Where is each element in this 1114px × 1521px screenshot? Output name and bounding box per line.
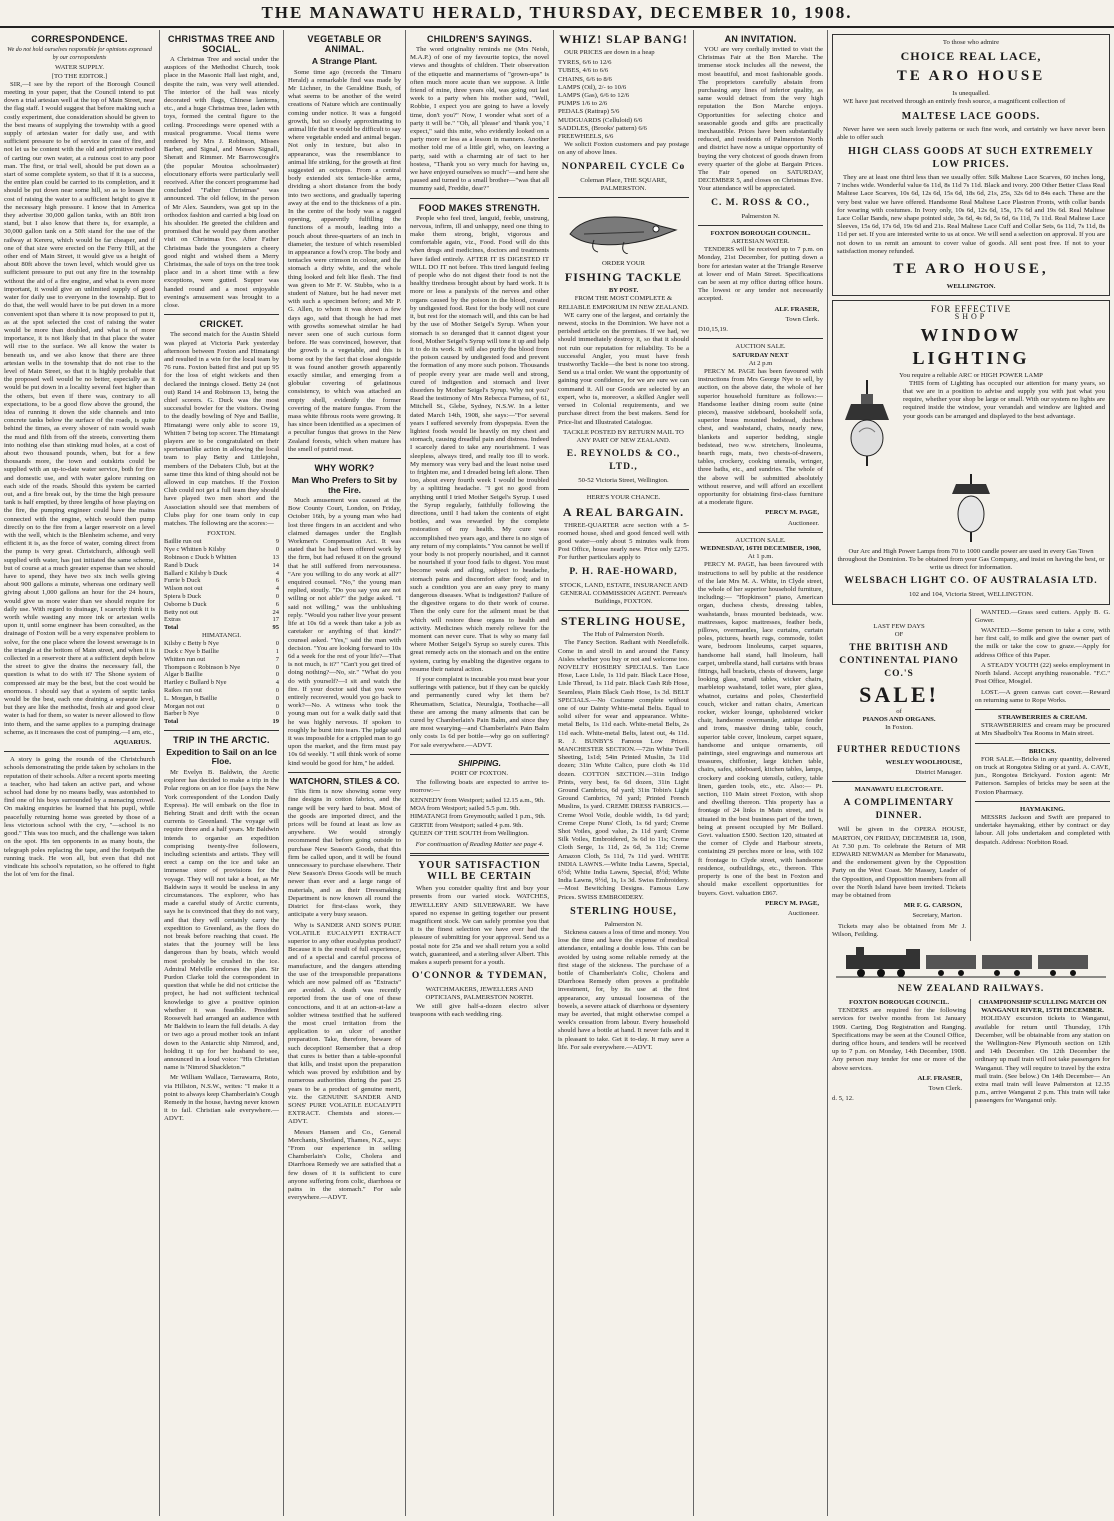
- fraser-title: Town Clerk.: [785, 315, 819, 323]
- whiz-heading: WHIZ! SLAP BANG!: [559, 32, 688, 46]
- watchorn-heading: WATCHORN, STILES & CO.: [289, 775, 400, 786]
- carson-title: Secretary, Marton.: [912, 912, 962, 920]
- woolhouse-title: District Manager.: [915, 768, 962, 776]
- food-heading: FOOD MAKES STRENGTH.: [418, 202, 541, 213]
- foxton-label: FOXTON.: [207, 530, 236, 538]
- arctic-heading: TRIP IN THE ARCTIC.: [173, 734, 270, 745]
- column-adverts-1: [554, 30, 694, 1516]
- train-icon: [836, 945, 1106, 979]
- water-supply-title: WATER SUPPLY.: [55, 64, 104, 72]
- cricket-heading: CRICKET.: [199, 319, 244, 330]
- tackle-text: WE carry one of the largest, and certainly the newest, stocks in the Dominion. We have not a perished article on the premises. If we had, we should immediately destroy it, so that it should not ruin our reputation for reliability. To be a successful Angler, you must have fresh trustworthy Tackle—the best is none too strong. Send us a trial order. We want the opportunity of gaining your confidence, for we are sure we can command it. All our Goods are selected by an expert, who is, moreover, a skilled Angler well versed in Colonial requirements, and we purchase direct from the best makers. Send for Price-list and Illustrated Catalogue.: [558, 311, 689, 426]
- divider: [410, 853, 549, 856]
- foxton-score-row: Extras 17: [164, 616, 279, 624]
- lace-heading: CHOICE REAL LACE,: [900, 49, 1042, 64]
- wallace-advert: Mr William Wallace, Tarrawarra, Roto, via Hillston, N.S.W., writes: "I make it a point to always keep Chamberlain's Cough Remedy in the house, having never known it to fail. Christian sale everywhere.—ADVT.: [164, 1074, 279, 1123]
- himatangi-scorecard: [164, 640, 279, 718]
- lamp-required: You require a reliable ARC or HIGH POWER LAMP: [899, 371, 1043, 379]
- fishing-lure-icon: [564, 204, 684, 254]
- why-work-article: Much amusement was caused at the Bow County Court, London, on Friday, October 16th, by a young man who had lost three fingers in an accident and who claimed damages under the English Workmen's Compensation Act. It was stated that he had been offered work by the firm, but had refused it on the ground that he still suffered from nervousness. "Are you willing to do any work at all?" enquired counsel. "No," the young man replied, stoutly. "Do you say you are not willing or not able?" the judge asked. "I said not willing," was the unblushing reply. "Would you rather live your present life at 10s 6d a week than take a job as caretaker or anything of that kind?" counsel asked. "Yes," said the man with decision. "You are looking forward to 10s 6d a week for the rest of your life?—That is not much, is it?" "Can't you get tired of doing nothing?—No, sir." "What do you do with yourself?—I sit and watch the fire. If your doctor said that you were entirely recovered, would you go back to work?—No. A witness who took the young man out for a walk daily said that he was highly nervous. If spoken to roughly he burst into tears. The judge said it was impossible for a crippled man to go upon the market, and the firm must pay 10s 6d weekly. "I still think work of some kind would be good for him," he added.: [288, 497, 401, 767]
- foxton-score-row: Spiera b Duck 0: [164, 592, 279, 600]
- te-aro-title: TE ARO HOUSE: [896, 68, 1046, 85]
- himatangi-score-row: Hartley c Bullard b Nye 4: [164, 679, 279, 687]
- correspondence-heading: CORRESPONDENCE.: [31, 34, 128, 44]
- fraser2-ref: d. 5, 12.: [832, 1095, 854, 1103]
- auction1-date: SATURDAY NEXT: [732, 351, 789, 359]
- classifieds-right: [971, 609, 1110, 941]
- lost-notice: LOST.—A green canvas cart cover.—Reward on returning same to Rope Works.: [975, 688, 1110, 704]
- reynolds-name: E. REYNOLDS & CO., LTD.,: [566, 449, 681, 473]
- divider: [832, 781, 966, 782]
- christmas-heading: CHRISTMAS TREE AND SOCIAL.: [167, 34, 276, 54]
- artesian-heading: ARTESIAN WATER.: [731, 238, 790, 246]
- invitation-text: YOU are very cordially invited to visit the Christmas Fair at the Bon Marche. The immense stock includes all the newest, the most beautiful, and most fashionable goods. The proprietors carefully abstain from purchasing any lines of inferior quality, as same would detract from the very high reputation the Bon Marche enjoys. Opportunities for selecting choice and seasonable goods and gifts are practically inexhaustible. Prices have been substantially reduced, and residents of Palmerston North and district have now a unique opportunity of buying the very choicest of goods drawn from every quarter of the globe at Bargain Prices. The Fair opened on SATURDAY, DECEMBER 5, and closes on Christmas Eve. Your attendance will be appreciated.: [698, 46, 823, 193]
- lace-text2: Never have we seen such lovely patterns or such fine work, and certainly we have never been able to offer such: [837, 125, 1105, 141]
- arctic-article: Mr Evelyn B. Baldwin, the Arctic explorer has decided to make a trip in the Polar regions on an ice floe (says the New York correspondent of the London Daily Express). He will embark on the floe in Behring Strait and drift with the ocean currents to Greenland. The voyage will require three and a half years. Mr Baldwin intends to organise an expedition comprising twenty-five followers, including scientists and artists. They will erect a camp on the ice and take an immense store of provisions for the voyage. They will not take a boat, as Mr Baldwin says it would be useless in any circumstances. The explorer, who has made a careful study of Arctic currents, says he is convinced that they do not vary, and that they will certainly carry the expedition to Greenland, as the floes do not break before reaching that coast. He states that the journey will be less dangerous than by boats, which would most probably be crushed in the ice. Admiral Melville endorses the plan. Sir Purdon Clarke told the correspondent in question that while he did not criticise the project, he had not sufficient technical knowledge to give a positive opinion whether it was feasible. President Roosevelt had arranged an audience with Mr Baldwin to learn the full details. A day or two ago a proud mother took an infant down to the Antarctic ship Nimrod, and, holding it up for her husband to see, announced in a loud voice: "His Christian name is 'Nimrod Shackleton.'": [164, 768, 279, 1072]
- divider: [164, 314, 279, 315]
- foxton-score-row: Rand b Duck 14: [164, 561, 279, 569]
- column-sayings: [406, 30, 554, 1516]
- water-supply-letter: SIR,—I see by the report of the Borough Council meeting in your paper, that the Council intend to put down a trial artesian well at the top of Main Street, near the flag staff. I would suggest that before making such a costly experiment, due consideration should be given to the best means of supplying the township with a good supply of artesian water for daily use, and with sufficient pressure to be of service in case of fire, and not let us be content with the old and primitive method of carting our own water, at a ruinous cost to any poor man. The first, or trial well, should be put down as a start of some complete system, so that if it is a success, the entire plan could be carried to its completion, and it should be put down near some hill, so as to lessen the cost of raising the water to a sufficient height to give it the necessary high pressure. I know that in America they advertise 30,000 gallon tanks, with an 80ft iron stand, but I also know that there is, for example, a 30,000 gallon tank on a 50ft stand for the use of the railway at Kereru, which would be far cheaper, and if one of that size were erected on the Ferry Hill, at the other end of Main Street, it would give us a height of about 80ft above the town level, which would give us sufficient pressure to put out any fire in the township without the aid of a fire engine, and what is even more important, it would give an unlimited supply of good water for daily use to everyone in the township. But to do that, the well would have to be put down in a more convenient spot than where it is now proposed to put it, as at the spot selected the cost of raising the water would be more than doubled, and what is of more importance, it is not likely that in that place the water will rise to the surface. We all know the water is beneath us, and we also know that there are three artesian wells in the township that do not rise to the level of Main Street, so that it is highly probable that the proposed well would be no better, especially as it would be put down in a locality several feet higher than the others, but even if there was, contrary to all expectations, to be a good flow above the ground, the idea of running it down the side channels and into concrete tanks below the surface of the roads, is quite behind the times, as every shower of rain would wash the mud and filth from off the streets, converting them into nothing else than stinking mud holes, at a cost of about two thousand pounds, when, but for a few thousands more, the town and outskirts could be supplied with an up-to-date water service, both for fire and domestic use, and with water galore running on each side of the roads. Should this system be carried out, and a fire break out, by the time the high pressure tank is half emptied, by three lengths of hose playing on the fire, the pumping engineer could have the mains connected with the engine, which would then pump directly on to the fire from a larger reservoir on a level with the well, which is the Blenheim scheme, and very efficient it is, as the force of water, coming direct from the pump is very great. Christchurch, although well supplied with water, has just initiated the same scheme, but of course at a much greater expense than we should have to spend, they have two six inch wells giving about 900 gallons a minute, whereas one ordinary well giving about 1,000 gallons an hour for the 24 hours, would give us more water than we should require for daily use. With regard to drainage, I scarcely think it is worth while wasting any more ink or artesian wells upon it, until some engineer has been consulted, as the drainage of Foxton will be a very expensive problem to solve, for the one place where the lowest sewerage is in the triangle at the bottom of Main street, and when it is collected in a reservoir there at a sufficient depth below the street to give the drains the necessary fall, the question is what to do with it? The Shone system of compressed air may be the best, but the cost would be enormous. I should say that a system of septic tanks would be the best, each one draining a separate level, but they are like the methodist, fresh air and good clear water is had for them, so water is never allowed to flow into them, and the same applies to a pumping drainage scheme, as it increases the cost of pumping.—I am, etc.,: [4, 80, 155, 736]
- further-reductions: FURTHER REDUCTIONS: [837, 743, 961, 754]
- himatangi-score-row: Barber b Nye 0: [164, 710, 279, 718]
- foxton-score-row: Furrie b Duck 6: [164, 577, 279, 585]
- nonpareil-address: Coleman Place, THE SQUARE, PALMERSTON.: [580, 176, 667, 192]
- foxton-score-row: Baillie run out 9: [164, 538, 279, 546]
- by-post: BY POST.: [608, 287, 639, 295]
- oconnor-foot: We still give half-a-dozen electro silver teaspoons with each wedding ring.: [410, 1002, 549, 1018]
- auction2-time: At 1 p.m.: [747, 553, 774, 561]
- dinner-heading: A COMPLIMENTARY DINNER.: [843, 798, 955, 822]
- divider: [288, 772, 401, 773]
- shipping-heading: SHIPPING.: [458, 757, 501, 768]
- shop-label: SHOP: [954, 312, 988, 322]
- foxton-score-row: Ballard c Kilsby b Duck 4: [164, 569, 279, 577]
- port-intro: The following boats are expected to arrive to-morrow:—: [410, 778, 549, 794]
- divider: [558, 197, 689, 198]
- page2-name: PERCY M. PAGE,: [765, 899, 819, 907]
- divider: [558, 489, 689, 490]
- column-correspondence: [0, 30, 160, 1516]
- food-article: People who feel tired, languid, feeble, unstrung, nervous, infirm, ill and unhappy, need one thing to make them strong, bright, vigorous and comfortable again, viz., Food. Food will do this when drugs and medicines, doctors and treatments have failed entirely. AFTER IT IS DIGESTED IT WILL DO IT not before. This tired languid feeling of people who do not digest their food is not the healthy tiredness brought about by hard work. It is more or less a paralysis of the nerves and other organs caused by the poison in the blood, created by undigested food. Rest for the body will not cure it, but rest for the stomach will, and this can be had by the use of Mother Seigel's Syrup. When your stomach is so deranged that it cannot digest your food, Mother Seigel's Syrup will tone it up and help it to do its work. It will also purify the blood from the poison caused by undigested food and prevent the formation of any more such poison. Thousands of people every year are made well and strong, cured of indigestion and stomach and liver disorders by Mother Seigel's Syrup. Why not you? Read the testimony of Mrs Rebecca Furness, of 61, Mitchell St., Glebe, Sydney, N.S.W. In a letter dated March 14th, 1908, she says:—"For several years I suffered severely from dyspepsia. Even the lightest foods would lie heavily on my chest and stomach, causing dreadful pain and distress. Indeed I scarcely dared to take any nourishment. I was sleepless, always tired, and really too ill to work. My memory was very bad and the least noise used to frighten me, and I dreaded being left alone. Then too, about every fourth week I would be troubled by a splitting headache. "I got no good from anything until I tried Mother Seigel's Syrup. I used the Syrup regularly, faithfully following the directions, until I had taken the contents of eight bottles, and was rewarded by the complete restoration of my health. My cure was accomplished two years ago, and there is no sign of any return of my complaints." You cannot be well if your body is not properly nourished, and it cannot be nourished if your food fails to digest. You must become weak and ailing, subject to headache, stomach pains and discomfort after food; and in such a condition you are an easy prey to many dangerous diseases. What is indigestion? Failure of the digestive organs to do their work of course. Then the only cure for the ailment must be that which will restore these organs to health and activity. Medicines which merely relieve for the moment can never cure. That is why so many fail where Mother Seigel's Syrup so surely cures. This great remedy acts on the stomach and on the entire system, curing by enabling the digestive organs to resume their natural action.: [410, 214, 549, 673]
- ship-entry: HIMATANGI from Greymouth; sailed 1 p.m., 9th.: [410, 813, 546, 821]
- holiday-text: HOLIDAY excursion tickets to Wanganui, available for return until Thursday, 17th December, will be obtainable from any station on the Wellington-New Plymouth section on 12th and 14th December. On 12th December the ordinary up mail train will not take passengers for Wanganui. They will require to travel by the extra mail train. (See below.) On 14th December— An extra mail train will leave Palmerston at 12.35 p.m., arrive Wanganui 2 p.m. This train will take passengers for Wanganui only.: [975, 1015, 1110, 1105]
- last-days: LAST FEW DAYS: [873, 622, 925, 630]
- fraser-ref: D10,15,19.: [698, 326, 728, 334]
- reynolds-address: 50-52 Victoria Street, Wellington.: [578, 477, 669, 485]
- price-entry: TUBES, 4/6 to 6/6: [558, 67, 609, 75]
- auction2-heading: AUCTION SALE.: [735, 536, 786, 544]
- lace-intro: To those who admire: [942, 39, 1000, 46]
- council-tenders: [832, 999, 971, 1108]
- column-local-news: [160, 30, 284, 1516]
- welsbach-advert: [832, 300, 1110, 604]
- whiz-intro: OUR PRICES are down in a heap: [564, 49, 655, 56]
- divider: [558, 610, 689, 611]
- lamp-note: Our Arc and High Power Lamps from 70 to 1000 candle power are used in every Gas Town throughout the Dominion. To be obtained from your Gas Company, and insist on having the best, or write us direct for information.: [837, 547, 1105, 572]
- whiz-note: We solicit Foxton customers and pay postage on any of above lines.: [558, 141, 689, 157]
- himatangi-score-row: L. Morgan, b Baillie 0: [164, 694, 279, 702]
- price-entry: SADDLES, (Brooks' pattern) 6/6: [558, 124, 647, 132]
- tackle-posted: TACKLE POSTED BY RETURN MAIL TO ANY PART OF NEW ZEALAND.: [563, 428, 684, 444]
- why-work-subheading: Man Who Prefers to Sit by the Fire.: [291, 475, 398, 495]
- sterling-text: The Fancy Section. Radiant with Needlefolk. Come in and stroll in and around the Fancy Aisles whether you buy or not and welcome too. NOVELTY HOSIERY SPECIALS. Tan Lace Hose, Lace Lisle, 1s 11d pair. Black Lace Hose, Lisle Thread, 1s 11d pair. Black Cash Rib Hose, Seamless, Plain Black Cash Hose, 1s 3d. BELT SPECIALS.—No Costume complete without one of our Dainty White-metal Belts. Equal to solid silver for wear and appearance. White-metal Belts, 1s 11d each. White-metal Belts, 2s 11d each. White-metal Belts, latest out, 4s 11d. R. J. BUNBY'S Famous Low Prices. MANCHESTER SECTION.—72in White Twill Sheeting, 1s1d; 54in Printed Muslin, 3s 11d dozen; 31in White Calico, pure cloth 4s 11d dozen. COTTON SECTION.—31in Indigo Prints, very best, 6s 6d dozen, 31in Light Ground Cambrics, 6d yard; 31in Tobin's Light Ground Cambrics, 7d yard; Printed French Muslins, 1s yard. CREME DRESS FABRICS.—Creme Wool Voile, double width, 1s 6d yard; Creme Crepe Nuns' Cloth, 1s 6d yard; Creme Shot Voiles, good value, 2s 11d yard; Creme Silk Voiles, Embroidered, 3s 6d to 11s; Creme Cloth Serge, 1s 11d, 2s 6d, 3s 11d; Creme Amazon Cloth, 5s 11d, 7s 11d yard. WHITE INDIA LAWNS.—White India Lawns, Special, 6½d; White India Lawns, Special, 8½d; White India Lawns, 9½d, 1s, 1s 3d. Swiss Embroidery.—Most Bewitching Designs. Famous Low Prices. SWISS EMBROIDERY.: [558, 639, 689, 901]
- satisfaction-heading: YOUR SATISFACTION WILL BE CERTAIN: [418, 860, 541, 883]
- divider: [975, 709, 1110, 710]
- railways-heading: NEW ZEALAND RAILWAYS.: [897, 983, 1045, 994]
- ship-entry: MOA from Westport; sailed 5.5 p.m. 9th.: [410, 805, 521, 813]
- continuation-note: For continuation of Reading Matter see page 4.: [415, 840, 544, 848]
- foxton-score-row: Wilson not out 4: [164, 585, 279, 593]
- sculling-heading: CHAMPIONSHIP SCULLING MATCH ON WANGANUI RIVER, 15TH DECEMBER.: [978, 998, 1107, 1015]
- divider: [410, 198, 549, 199]
- divider: [698, 532, 823, 533]
- ship-entry: GERTIE from Westport; sailed 4 p.m. 9th.: [410, 821, 524, 829]
- price-entry: PEDALS (Rattrap) 5/6: [558, 108, 620, 116]
- column-adverts-2: [694, 30, 828, 1516]
- price-entry: PUMPS 1/6 to 2/6: [558, 100, 608, 108]
- high-class-heading: HIGH CLASS GOODS AT SUCH EXTREMELY LOW PRICES.: [848, 146, 1094, 171]
- fishing-tackle-heading: FISHING TACKLE: [564, 270, 683, 285]
- carson-note: Tickets may also be obtained from Mr J. Wilson, Feilding.: [832, 922, 966, 938]
- invitation-heading: AN INVITATION.: [724, 34, 797, 44]
- sterling-sub: The Hub of Palmerston North.: [582, 631, 665, 639]
- sayings-heading: CHILDREN'S SAYINGS.: [426, 34, 533, 44]
- fraser2-name: ALF. FRASER,: [917, 1074, 962, 1082]
- himatangi-score-row: Thompson c Robinson b Nye 0: [164, 663, 279, 671]
- divider: [288, 458, 401, 459]
- fraser2-title: Town Clerk.: [928, 1084, 962, 1092]
- sale-title: SALE!: [859, 682, 939, 708]
- ship-list: [410, 797, 549, 838]
- lace-text: WE have just received through an entirely fresh source, a magnificent collection of: [843, 98, 1066, 106]
- sickness-advert: Sickness causes a loss of time and money. You lose the time and have the expense of medical attendance, entailing a double loss. This can be avoided by using some reliable remedy at the first stage of the sickness. The purchase of a bottle of Chamberlain's Colic, Cholera and Diarrhoea Remedy often proves a profitable investment, for, by its use at the first appearance, any unusual looseness of the bowels, a severe attack of diarrhoea or dysentery may be averted, that might otherwise compel a week's cessation from labour. Every household should have a bottle at hand. It never fails and it is pleasant to take. Get it to-day. It may save a life. For sale everywhere.—ADVT.: [558, 929, 689, 1051]
- vegetable-heading: VEGETABLE OR ANIMAL.: [307, 34, 382, 54]
- column-features: [284, 30, 406, 1516]
- himatangi-score-row: Duck c Nye b Baillie 1: [164, 647, 279, 655]
- column-adverts-3: [828, 30, 1114, 1516]
- dinner-text: Will be given in the OPERA HOUSE, MARTON, ON FRIDAY, DECEMBER 18, 1908, At 7.30 p.m. To celebrate the Return of MR EDWARD NEWMAN as Member for Manawatu, and the endorsement given by the Opposition Party on the West Coast. Mr Massey, Leader of the Opposition, and Opposition members from all over the North Island have been invited. Tickets may be obtained from: [832, 826, 966, 899]
- haymaking-heading: HAYMAKING.: [1020, 805, 1065, 813]
- page2-title: Auctioneer.: [787, 909, 819, 917]
- effective-label: FOR EFFECTIVE: [930, 304, 1012, 315]
- wanted-cutters: WANTED.—Grass seed cutters. Apply B. G. Gower.: [975, 608, 1110, 624]
- lamp-text: THIS form of Lighting has occupied our attention for many years, so that we are in a position to advise and supply you with just what you require, whether your shop be large or small. With our system no lights are required inside the window, your verandah and window are lighted and your goods can be arranged and displayed to the best advantage.: [903, 379, 1105, 420]
- sculling-notice: [971, 999, 1110, 1108]
- haymaking-text: MESSRS Jackson and Swift are prepared to undertake haymaking, either by contract or day labour. All jobs undertaken and completed with despatch. Address: Norbiton Road.: [975, 813, 1110, 846]
- wanted-cow: WANTED.—Some person to take a cow, with her first calf, to milk and give the owner part of the milk or take the cow to graze.—Apply for address Office of this Paper.: [975, 627, 1110, 659]
- bricks-text: FOR SALE.—Bricks in any quantity, delivered on truck at Rongotea Siding or at yard. A. CAVE, jun., Rongotea Brickyard. Foxton agent: Mr Patterson. Samples of bricks may be seen at the Foxton Pharmacy.: [975, 755, 1110, 796]
- to-editor: [TO THE EDITOR.]: [51, 72, 108, 80]
- artesian-text: TENDERS will be received up to 7 p.m. on Monday, 21st December, for putting down a bore for artesian water at the Triangle Reserve at lower end of Main Street. Specifications can be seen at my office during office hours. The lowest or any tender not necessarily accepted.: [698, 246, 823, 303]
- of-label: OF: [894, 630, 904, 638]
- oconnor-sub: WATCHMAKERS, JEWELLERS AND OPTICIANS, PALMERSTON NORTH.: [425, 986, 534, 1002]
- price-entry: MUDGUARDS (Celluloid) 6/6: [558, 116, 643, 124]
- order-label: ORDER YOUR: [601, 260, 646, 268]
- auction1-time: At 2 p.m: [748, 359, 773, 367]
- te-aro-advert: [832, 34, 1110, 296]
- auction1-heading: AUCTION SALE.: [735, 343, 786, 351]
- electorate-heading: MANAWATU ELECTORATE.: [854, 786, 944, 794]
- council2-heading: FOXTON BOROUGH COUNCIL.: [848, 998, 949, 1006]
- nonpareil-name: NONPAREIL CYCLE Co: [561, 161, 686, 172]
- foxton-score-row: Osborne b Duck 6: [164, 600, 279, 608]
- himatangi-total: Total 19: [164, 718, 279, 726]
- divider: [698, 225, 823, 226]
- emporium-line: FROM THE MOST COMPLETE & RELIABLE EMPORIUM IN NEW ZEALAND.: [558, 295, 689, 311]
- classifieds-row: [832, 609, 1110, 941]
- sander-advert: Why is SANDER AND SON'S PURE VOLATILE EUCALYPTI EXTRACT superior to any other eucalyptus product? Because it is the result of full experience, and of a special and careful process of manufacture, and the dangers attending the use of the irresponsible preparations which are now palmed off as "Extracts" are avoided. A death was recently reported from the use of one of these concoctions, and it at an action-at-law a soldier witness testified that he suffered the most cruel irritation from the application to an ulcer of another preparation. Take, therefore, beware of such deception! Remember that a drop that cures is better than a table-spoonful that kills, and insist upon the preparation which was proved by exhibition and by numerous authorities during the past 25 years to be a product of genuine merit, viz. the GENUINE SANDER AND SONS' PURE VOLATILE EUCALYPTI EXTRACT. Chemists and stores.—ADVT.: [288, 921, 401, 1126]
- fraser-name: ALF. FRASER,: [774, 305, 819, 313]
- plant-article: Some time ago (records the Timaru Herald) a remarkable find was made by Mr Lichner, in the Geraldine Bush, of what seems to be another of the weird creations of Nature which are continually coming under notice. It was a fungoid growth, but so closely approximating to animal life that it would be difficult to say where vegetable ended and animal began. Not only in texture, but also in appearance, was the resemblance to animal life striking, for the growth at first suggested an octopus. From a central body extended six tentacle-like arms, dividing a short distance from the body into two sections, and gradually tapering away at the end to the thickness of a pin. In the centre of the body was a ragged opening, apparently fulfilling the functions of a mouth, leading into a pouch about three-quarters of an inch in diameter, the texture of which resembled in appearance a fowl's crop. The body and tentacles were crimson in colour, and the stomach a dirty white, and the whole thing looked and felt like flesh. The find was given to Mr F. W. Stubbs, who is a student of Nature, but he had never met with such a specimen before; and Mr P. G. Allen, to whom it was shown a few days ago, said that though he had met with growths somewhat similar he had never seen one of such curious form before. He was convinced, however, that the growth is a vegetable, and this is borne out by the fact that close alongside it was found another growth apparently exactly similar, and emerging from a globular covering of gelatinous consistency, to which was attached an empty shell, evidently the former covering of the mature fungus. From the mass white fibrous roots were growing. It has since been identified as a specimen of a peculiar fungus that grows in the New Zealand forests, which when mature has the smell of putrid meat.: [288, 68, 401, 453]
- auction1-text: PERCY M. PAGE has been favoured with instructions from Mrs George Nye to sell, by auction, on the above date, the whole of her superior household furniture as follows:— Handsome leather dining room suite (nine pieces), massive sideboard, bookshelf sofa, superior brass mounted bedstead, duchess chest, and washstand, chairs, nearly new, blankets and superior bedding, single bedstead, two w.w. stretchers, linoleums, hearth rugs, mats, two chests-of-drawers, tables, crockery, cooking utensils, wringer, three baths, etc., and sundries. The whole of the above will be submitted absolutely without reserve, and will afford an excellent opportunity for obtaining first-class furniture at a moderate figure.: [698, 367, 823, 507]
- chance-heading: HERE'S YOUR CHANCE.: [586, 494, 661, 502]
- watchorn-article: This firm is now showing some very fine designs in cotton fabrics, and the range will be very hard to beat. Most of the goods are imported direct, and the prices will be found at least as low as anywhere. We would strongly recommend that before going outside to purchase New Season's Goods, that this firm be called upon, and it will be found unnecessary to purchase elsewhere. Their New Season's Dress Goods will be much newer than ever and a large range of materials, and as their Dressmaking Department is now known all round the District for first-class work, they anticipate a very busy season.: [288, 788, 401, 919]
- price-entry: FREEWHEELS, 6/6: [558, 133, 614, 141]
- divider: [164, 730, 279, 731]
- himatangi-score-row: Whitten run out 7: [164, 655, 279, 663]
- of-label-2: of: [896, 708, 902, 716]
- lamp-section: [837, 380, 1105, 470]
- carting-text: TENDERS are required for the following services for twelve months from 1st January 1909. Carting, Dog Registration and Ranging. Specifications may be seen at the Council Office, during office hours, and tenders will be received up to 7 p.m. on Monday, 14th December, 1908. Any person may tender for one or more of the above services.: [832, 1007, 966, 1072]
- price-entry: LAMPS (Gas), 6/6 to 12/6: [558, 92, 630, 100]
- auction2-date: WEDNESDAY, 16TH DECEMBER, 1908,: [700, 544, 821, 552]
- bargain-text: THREE-QUARTER acre section with a 5-roomed house, shed and good fenced well with good water—only about 5 minutes walk from Post Office, house nearly new. Price only £275. For further particulars apply to: [558, 521, 689, 562]
- sterling-foot: STERLING HOUSE,: [570, 905, 677, 917]
- himatangi-score-row: Kilsby c Betty b Nye 0: [164, 640, 279, 648]
- foxton-score-row: Nye c Whitten b Kilsby 0: [164, 546, 279, 554]
- british-piano-heading: THE BRITISH AND CONTINENTAL PIANO CO.'S: [839, 643, 959, 680]
- arctic-subheading: Expedition to Sail on an Ice Floe.: [166, 746, 277, 767]
- pianos-heading: PIANOS AND ORGANS.: [862, 716, 936, 724]
- hansen-advert: Messrs Hansen and Co., General Merchants, Shotland, Thames, N.Z., says: "From our experience in selling Chamberlain's Colic, Cholera and Diarrhoea Remedy we are satisfied that a few doses of it is sufficient to cure anyone suffering from colic, diarrhoea or pains in the stomach." For sale everywhere.—ADVT.: [288, 1128, 401, 1202]
- divider: [698, 338, 823, 339]
- strawberries-text: STRAWBERRIES and cream may be procured at Mrs Shadbolt's Tea Rooms in Main street.: [975, 722, 1110, 738]
- sterling-heading: STERLING HOUSE,: [560, 614, 687, 629]
- page1-title: Auctioneer.: [787, 519, 819, 527]
- price-entry: CHAINS, 6/6 to 8/6: [558, 75, 612, 83]
- lantern-icon: [946, 474, 996, 544]
- cycle-price-list: [558, 59, 689, 141]
- himatangi-label: HIMATANGI.: [201, 631, 242, 639]
- auction2-text: PERCY M. PAGE, has been favoured with instructions to sell by public at the residence of the late Mrs M. A. White, in Clyde street, the whole of her superior household furniture, including:— "Hopkinson" piano, American organ, duchess chests, dressing tables, washstands, brass mounted bedsteads, w.w. mattresses, kapoc mattresses, feather beds, pillows, overmantles, lace curtains, curtain poles, pictures, hearth rugs, commode, toilet ware, bedroom linoleums, carpet squares, handsome hall stand, hall linoleum, hall carpet, umbrella stand, hall curtains with brass fittings, hall brackets, chests of drawers, large looking glass, small tables, wicker chairs, marbletop washstand, toilet ware, pier glass, whatnot, curtains and poles, Chesterfield couch, wicker and rattan chairs, American rocker, wicker lounge, upholstered wicker chair, handsome overmantle, antique fender and irons, massive dining table, couch, superior table cover, linoleum, carpet square, handsome and unique ornaments, oil paintings, steel engravings and numerous art treasures, chiffonier, large kitchen table, chairs, safes, sideboard, kitchen tables, lamps, crockery and cooking utensils, cutlery, table linen, garden tools, etc., etc. Also:— Pt. section, 110 Main street Foxton, with shop and dwelling thereon. This property has a frontage of 24 links in Main street, and is situated in the best business part of the town, being at present occupied by Mr Bullard. Govt. valuation £500. Section 120, situated at the corner of Clyde and Harbour streets, containing 29 perches more or less, with 102 ft frontage to Clyde street, with handsome residence, outbuildings, etc., thereon. This property is one of the best in Foxton and should make excellent opportunities for buyers. Govt. valuation £867.: [698, 561, 823, 897]
- rae-howard-sub: STOCK, LAND, ESTATE, INSURANCE AND GENERAL COMMISSION AGENT. Perreau's Buildings, FOXTON.: [559, 581, 688, 605]
- te-aro-city: WELLINGTON.: [946, 283, 996, 291]
- vegetable-subheading: A Strange Plant.: [311, 56, 378, 66]
- price-entry: TYRES, 6/6 to 12/6: [558, 59, 612, 67]
- unequalled: Is unequalled.: [952, 90, 990, 98]
- foxton-total: Total 95: [164, 624, 279, 632]
- woolhouse-name: WESLEY WOOLHOUSE,: [885, 758, 962, 766]
- ship-entry: QUEEN OF THE SOUTH from Wellington.: [410, 829, 529, 837]
- divider: [975, 801, 1110, 802]
- port-title: PORT OF FOXTON.: [450, 770, 509, 778]
- page1-name: PERCY M. PAGE,: [765, 509, 819, 517]
- welsbach-address: 102 and 104, Victoria Street, WELLINGTON.: [908, 591, 1034, 599]
- himatangi-score-row: Algar b Baillie 0: [164, 671, 279, 679]
- letter-signature: AQUARIUS.: [113, 739, 151, 747]
- rae-howard-name: P. H. RAE-HOWARD,: [569, 566, 678, 577]
- pain-balm-advert: If your complaint is incurable you must bear your sufferings with patience, but if they can be quickly and permanently cured why let them be? Rheumatism, Sciatica, Neuralgia, Toothache—all these are among the many ailments that can be cured by Chamberlain's Pain Balm, and since they are most wearying—and Chamberlain's Pain Balm only costs 1s 6d per bottle—why go on suffering? For sale everywhere.—ADVT.: [410, 676, 549, 749]
- divider: [4, 751, 155, 752]
- lighting-title: LIGHTING: [912, 347, 1030, 368]
- masthead: THE MANAWATU HERALD, THURSDAY, DECEMBER 10, 1908.: [0, 0, 1114, 28]
- divider: [410, 754, 549, 755]
- disclaimer: We do not hold ourselves responsible for opinions expressed by our correspondents: [7, 47, 152, 62]
- bricks-heading: BRICKS.: [1028, 747, 1057, 755]
- foxton-score-row: Robinson c Duck b Whitten 13: [164, 553, 279, 561]
- school-story: A story is going the rounds of the Christchurch schools demonstrating the pride taken by scholars in the reputation of their schools. After a recent sports meeting a teacher, who had taken an active part, and whose school had done by no means badly, was astonished to find one of his boys surrounded by a menacing crowd. On making enquiries he learned that his pupil, while peacefully returning home was greeted by those of a less victorious school with the cry, "—school is no good." This was too much, and the challenge was taken on the spot. His ten opponents in as many bouts, the telegraph poles replacing the tape, and the footpath the running track. He won all, but even that did not vindicate his school's reputation, so he offered to fight the lot of 'em for the final.: [4, 756, 155, 879]
- himatangi-score-row: Raikes run out 0: [164, 686, 279, 694]
- oconnor-name: O'CONNOR & TYDEMAN,: [411, 971, 548, 982]
- in-foxton: In Foxton.: [885, 724, 913, 732]
- foxton-scorecard: [164, 538, 279, 624]
- divider: [975, 743, 1110, 744]
- why-work-heading: WHY WORK?: [314, 463, 375, 474]
- classifieds-left: [832, 609, 971, 941]
- strawberries-heading: STRAWBERRIES & CREAM.: [998, 713, 1087, 721]
- railway-row: [832, 999, 1110, 1108]
- maltese-heading: MALTESE LACE GOODS.: [901, 110, 1041, 122]
- lace-text3: They are at least one third less than we usually offer. Silk Maltese Lace Scarves, 60 inches long, 7 inches wide. Wonderful value 6s 11d, 8s 11d 7s 11d. Black and ivory. 200 Other Better Class Real Maltese Lace Scarves, 10s 6d, 12s 6d, 15s 6d, 18s 6d, 21s, 25s, 32s 6d to 84s each. These are the very best value we have offered. Handsome Real Maltese Lace Plastron Fronts, with collar bands for wearing with costumes. In Ivory only, 10s 6d, 12s 6d, 15s, 17s 6d and 19s 6d. Real Maltese Lace Collar Bands, new shape pointed side, 3s 6d, 4s 6d, 5s 6d, 6s 11d, 7s 11d. Real Maltese Lace Sleeves, 15s 6d, 17s 6d, 19s 6d and 21s. Real Maltese Lace Cuff and Collar Sets, 6s 11d, 7s 11d, 8s 11d per set. If you are interested write to us at once. We will send a selection on approval. If you are not down to us remit an amount to cover value of goods. All sent post free. If not to your satisfaction money refunded.: [837, 174, 1105, 255]
- ross-name: C. M. ROSS & CO.,: [711, 197, 810, 208]
- himatangi-score-row: Morgan not out 0: [164, 702, 279, 710]
- carson-name: MR F. G. CARSON,: [903, 902, 962, 910]
- sayings-article: The word originality reminds me (Mrs Neish, M.A.P.) of one of my favourite topics, the novel views and thoughts of children. Their observation of the etiquette and mannerisms of "grown-ups" is often much more acute than we suppose. A little friend of mine, three years old, was going out last week to a party when his mother said, "Well, Robbie, I expect you are going to have a lovely time, don't you?" Now, I wonder what sort of a party it will be." "Oh, all 'please' and 'thank you,' I expect," said this mite, who evidently looked on a party more or less as a lesson in manners. Another mother told me of a little girl, who, on leaving a party, said with a charming air of tact to her hostess, "Thank you so very much for having us, we have enjoyed ourselves so much"—and here she paused and turned to a small brother—"was that all mummy said, Freddie, dear?": [410, 46, 549, 193]
- window-title: WINDOW: [920, 324, 1022, 345]
- welsbach-name: WELSBACH LIGHT CO. OF AUSTRALASIA LTD.: [844, 576, 1098, 587]
- arc-lamp-icon: [837, 380, 897, 470]
- bargain-heading: A REAL BARGAIN.: [562, 504, 685, 519]
- ship-entry: KENNEDY from Westport; sailed 12.15 a.m., 9th.: [410, 796, 545, 804]
- foxton-score-row: Betty not out 24: [164, 608, 279, 616]
- sterling-foot-sub: Palmerston N.: [604, 920, 643, 928]
- ross-address: Palmerston N.: [741, 212, 780, 220]
- council-heading: FOXTON BOROUGH COUNCIL.: [710, 229, 811, 237]
- christmas-article: A Christmas Tree and social under the auspices of the Methodist Church, took place in the Masonic Hall last night, and, despite the rain, was very well attended. The interior of the hall was nicely decorated with flags, Chinese lanterns, etc., and a huge Christmas tree, laden with toys, formed the central figure to the ceiling. Proceedings were opened with a musical programme. Vocal items were rendered by Mrs J. Robinson, Misses Barber, and Signal, and Messrs Signall, Sheratt and Rimmer. Mr Barrowcough's (the popular Moutoa schoolmaster) elocutionary efforts were particularly well received. After the concert programme had concluded "Father Christmas" was announced. The old fellow, in the person of Mr Alex. Saunders, was got up in the orthodox fashion and carried a big load on his shoulder. He greeted the children and promised that he would pay them another visit on Christmas Eve. After Father Christmas bade the youngsters a cheery good night and wished them a Merry Christmas, the sale of toys on the tree took place and in a short time with a few exceptions, were gutted. Supper was handed round and a most enjoyable evening's amusement was brought to a close.: [164, 56, 279, 310]
- te-aro-foot: TE ARO HOUSE,: [893, 261, 1049, 278]
- price-entry: LAMPS (Oil), 2/- to 10/6: [558, 83, 627, 91]
- cricket-article: The second match for the Austin Shield was played at Victoria Park yesterday afternoon between Foxton and Himatangi and resulted in a win for the local team by 76 runs. Foxton batted first and put up 95 for the loss of eight wickets and then declared the innings closed. Betty 24 (not out) Rand 14 and Robinson 13, being the chief scorers. G. Duck was the most successful bowler for the visitors. Owing to the deadly bowling of Nye and Baillie, Himatangi were only able to score 19, Whitten 7 being top scorer. The Himatangi players are to be congratulated on their sportsmanlike action in allowing the local team to play Betty and Littlejohn, members of the Debaters Club, but at the same time this kind of thing should not be allowed in cup matches. If the Foxton Club could not get a full team they should have played two men short and the Association should see that members of Clubs play for one team only in cup matches. The following are the scores:—: [164, 331, 279, 527]
- steady-youth: A STEADY YOUTH (22) seeks employment in North Island. Accept anything reasonable. "F.C." Post Office, Mosgiel.: [975, 661, 1110, 686]
- satisfaction-text: When you consider quality first and buy your presents from our varied stock. WATCHES, JEWELLERY AND SILVERWARE. We have spared no expense in getting together our present magnificent stock. We can safely promise you that it is the finest selection we have ever had the pleasure of submitting for your approval. Send us a postal note for 25s and we shall return you a solid watch, guaranteed, and a sterling silver Albert. This makes a superb present for a youth.: [410, 885, 549, 967]
